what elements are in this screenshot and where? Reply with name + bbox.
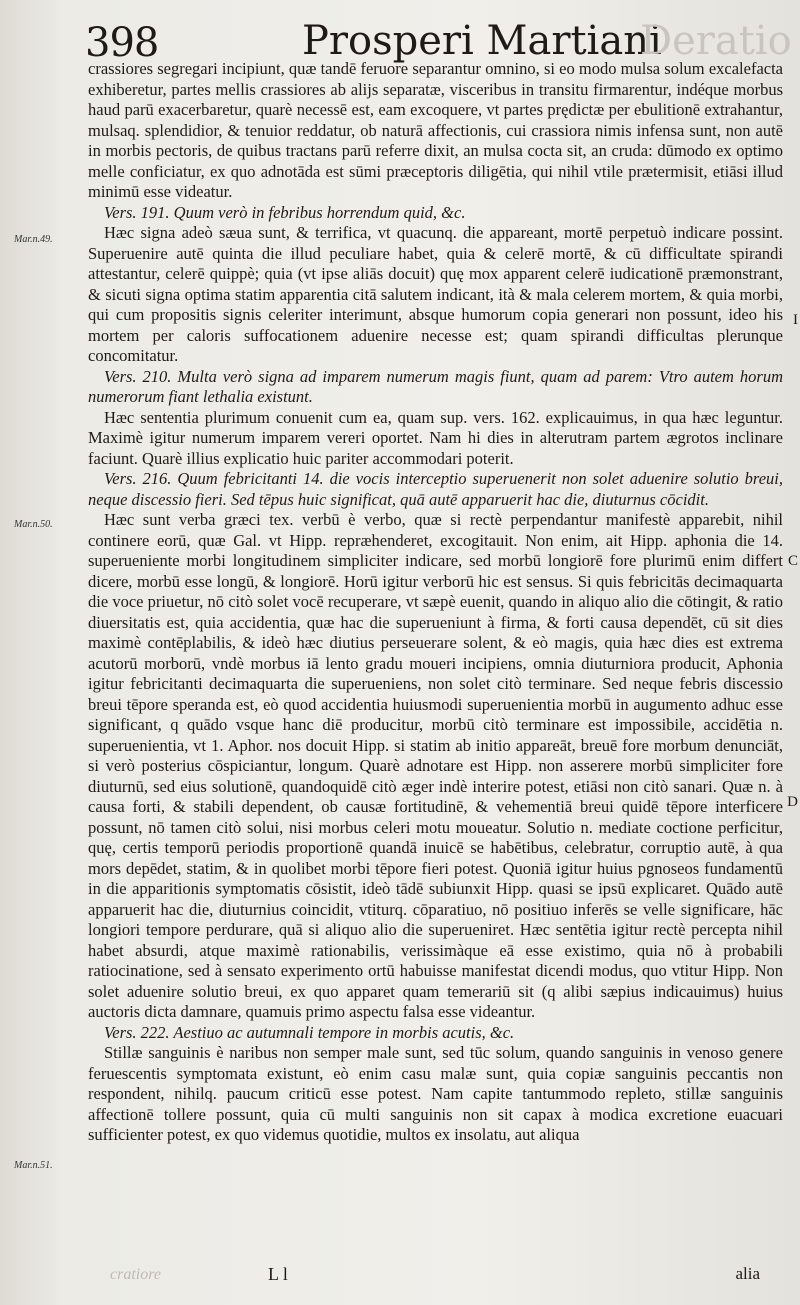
- verse-heading: Vers. 191. Quum verò in febribus horrendum quid, &c.: [104, 202, 466, 222]
- paragraph: Hæc sunt verba græci tex. verbū è verbo, quæ si rectè perpendantur manifestè apparebit, nihil continere eorū, quæ Gal. vt Hipp. repræhenderet, excogitauit. Non enim, ait Hipp. aphonia die 14. superueniente morbi longitudinem simpliciter indicare, sed morbū longiorē fore plurimū enim differt dicere, morbū esse longū, & longiorē. Horū igitur verborū hic est sensus. Si quis febricitās decimaquarta die voce priuetur, nō citò solet vocē recuperare, vt sæpè euenit, quando in aliquo alio die cōtingit, & ratio diuersitatis est, quia accidentia, quæ hac die superueniunt à firma, & forti causa dependēt, cū sit dies maximè contēplabilis, & ideò hæc diutius perseuerare solent, & eò magis, quia hæc dies est extrema acutorū morborū, vndè morbus iā lento gradu moueri incipiens, omnia diuturniora producit, Aphonia igitur febricitanti decimaquarta die superueniens, non solet citò terminare. Sed neque febris discessio breui tēpore speranda est, eò quod accidentia huiusmodi superuenientia morbū in augumento adhuc esse significant, q quādo vsque hanc diē producitur, morbū citò terminare est impossibile, accidētia n. superuenientia, vt 1. Aphor. nos docuit Hipp. si statim ab initio appareāt, breuē fore morbum denunciāt, si verò posterius cōspiciantur, longum. Quarè adnotare est Hipp. non asserere morbū simpliciter fore diuturnū, sed eius solutionē, quandoquidē citò æger indè interire potest, etiāsi non citò sanari. Quæ n. à causa forti, & stabili dependent, ob causæ fortitudinē, & vehementiā breui quidē tēpore interficere possunt, nō tamen citò solui, nisi morbus celeri motu moueatur. Solutio n. mediate coctione perficitur, quę, certis temporū periodis proportionē quandā inuicē se habētibus, celebratur, corruptio autē, à qua mors depēdet, statim, & in quolibet morbi tēpore fieri potest. Quoniā igitur huius pgnoseos fundamentū in die apparitionis symptomatis cōsistit, ideò tādē subiunxit Hipp. quasi se ipsū explicaret. Quādo autē apparuerit hac die, diuturnius coincidit, vtiturq. cōparatiuo, nō positiuo inferēs se velle significare, hāc longiori tempore perdurare, quā si aliquo alio die superueniret. Hæc sentētia igitur rectè percepta nihil habet absurdi, atque maximè rationabilis, verissimàque eā esse existimo, quia nō à probabili ratiocinatione, sed à sensato experimento ortū habuisse manifestat dicendi modus, quo vtitur Hipp. Non solet aduenire solutio breui, ex quo apparet quam temerariū sit (q alibi sæpius indicauimus) huius auctoris dicta damnare, quamuis primo aspectu falsa esse videantur.: [88, 510, 783, 1021]
- verse-heading: Vers. 210. Multa verò signa ad imparem numerum magis fiunt, quam ad parem: Vtro autem horum numerorum fiant lethalia existunt.: [88, 366, 783, 406]
- paragraph: crassiores segregari incipiunt, quæ tandē feruore separantur omnino, si eo modo mulsa solum excalefacta exhiberetur, partes mellis crassiores ab alijs separatæ, visceribus in transitu firmarentur, indéque morbus haud parū exacerbaretur, quarè necessē est, eam excoquere, vt partes prędictæ per ebulitionē extrahantur, mulsaq. splendidior, & tenuior reddatur, ob naturā affectionis, cui crassiora nimis infensa sunt, non autē in morbis pectoris, de quibus tractans parū referre dixit, an mulsa cocta sit, an cruda: dūmodo ex optimo melle conficiatur, ex quo adnotāda est sūmi præceptoris diligētia, qui nihil vtile prætermisit, etiāsi illud minimū esse videatur.: [88, 59, 783, 201]
- paragraph: Stillæ sanguinis è naribus non semper male sunt, sed tūc solum, quando sanguinis in venoso genere feruescentis symptomata existunt, eò enim casu malæ sunt, quia copiæ sanguinis peccantis non respondent, nihilq. paucum criticū esse potest. Nam capite tantummodo repleto, stillæ sanguinis affectionē tollere possunt, quia cū multi sanguinis non sit capax à modica excretione euacuari sufficienter potest, ex quo videmus quotidie, multos ex insolatu, aut aliqua: [88, 1043, 783, 1144]
- verse-heading: Vers. 222. Aestiuo ac autumnali tempore in morbis acutis, &c.: [104, 1022, 515, 1042]
- bleed-through-text: cratiore: [110, 1266, 161, 1283]
- edge-mark: C: [787, 553, 798, 569]
- catchword: alia: [735, 1264, 760, 1283]
- paragraph: Hæc signa adeò sæua sunt, & terrifica, vt quacunq. die appareant, mortē perpetuò indicare possint. Superuenire autē quinta die illud peculiare habet, quia & celerē mortē, & cū difficultate spirandi attestantur, celerē quippè; quia (vt ipse aliās docuit) quę mox apparent celerē iudicationē præmonstrant, & sicuti signa optima statim apparentia citā salutem indicant, ità & mala celerem mortem, & quia morbi, qui cum propositis signis celeriter interimunt, absque humorum copia generari non possunt, ideo his mortem per caloris suffocationem aduenire necesse est; quam spirandi difficultas plerunque concomitatur.: [88, 223, 783, 365]
- running-title: Prosperi Martiani: [302, 18, 662, 64]
- page-footer: [110, 1262, 780, 1292]
- signature-mark: L l: [268, 1264, 288, 1284]
- main-text: [88, 59, 783, 1146]
- margin-note: Mar.n.49.: [14, 234, 53, 245]
- paragraph: Hæc sententia plurimum conuenit cum ea, quam sup. vers. 162. explicauimus, in qua hæc leguntur. Maximè igitur numerum imparem vereri oportet. Nam hi dies in alterutram partem ægrotos inclinare faciunt. Quarè illius explicatio huic pariter accommodari poterit.: [88, 407, 783, 468]
- page-number: 398: [85, 20, 159, 66]
- margin-note: Mar.n.51.: [14, 1160, 53, 1171]
- edge-mark: I: [793, 312, 798, 328]
- bleed-through-text: Deratio: [640, 18, 792, 64]
- margin-note: Mar.n.50.: [14, 519, 53, 530]
- verse-heading: Vers. 216. Quum febricitanti 14. die vocis interceptio superuenerit non solet aduenire solutio breui, neque discessio fieri. Sed tēpus huic significat, quā autē apparuerit hac die, diuturnus cōcidit.: [88, 469, 783, 509]
- edge-mark: D: [787, 794, 798, 810]
